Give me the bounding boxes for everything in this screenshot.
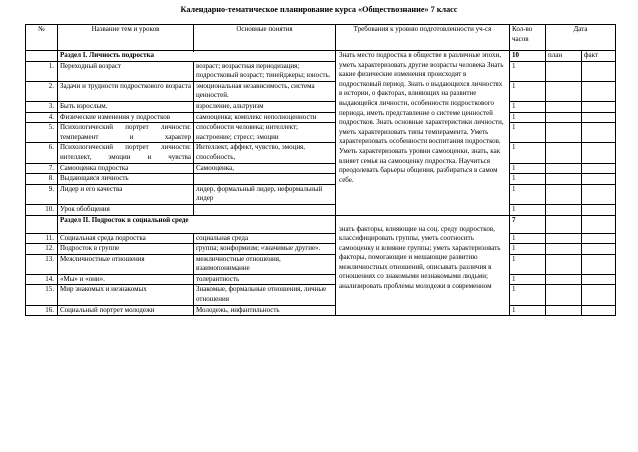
row-hours: 1 xyxy=(510,285,546,305)
table-row xyxy=(26,81,616,101)
table-row xyxy=(26,244,616,255)
table-row xyxy=(26,123,616,143)
row-num: 5. xyxy=(26,123,58,143)
row-concepts: группа; конформизм; «значимые другие». xyxy=(194,244,336,255)
table-row xyxy=(26,184,616,204)
section-title: Раздел I. Личность подростка xyxy=(58,51,336,62)
row-topic: Лидер и его качества xyxy=(58,184,194,204)
row-num: 12. xyxy=(26,244,58,255)
row-num: 7. xyxy=(26,163,58,174)
fact-label: факт xyxy=(582,51,616,62)
table-row xyxy=(26,274,616,285)
row-concepts: самооценка; комплекс неполноценности xyxy=(194,112,336,123)
row-num: 9. xyxy=(26,184,58,204)
row-num: 10. xyxy=(26,204,58,215)
row-num: 15. xyxy=(26,285,58,305)
row-concepts: Самооценка, xyxy=(194,163,336,174)
row-topic: Психологический портрет личности: темперамент и характер xyxy=(58,123,194,143)
row-topic: Урок обобщения xyxy=(58,204,194,215)
row-concepts: Интеллект, аффект, чувство, эмоция, способность, xyxy=(194,143,336,163)
row-topic: Выдающаяся личность xyxy=(58,174,194,185)
requirements-cell: знать факторы, влияющие на соц. среду подростков, классифицировать группы, уметь соотносить самооценку и влияние группы; уметь характеризовать факторы, помогающие и мешающие развитию межличностных отношений, описывать различия в отношениях со знакомыми незнакомыми людьми; анализировать проблемы молодежи в современном xyxy=(336,215,510,316)
row-hours: 1 xyxy=(510,184,546,204)
row-hours: 1 xyxy=(510,204,546,215)
row-hours: 1 xyxy=(510,274,546,285)
section-hours: 10 xyxy=(510,51,546,62)
header-requirements: Требования к уровню подготовленности уч-ся xyxy=(336,25,510,51)
row-num: 6. xyxy=(26,143,58,163)
table-row xyxy=(26,285,616,305)
row-hours: 1 xyxy=(510,101,546,112)
row-concepts: Знакомые, формальные отношения, личные отношения xyxy=(194,285,336,305)
row-hours: 1 xyxy=(510,112,546,123)
row-topic: Быть взрослым. xyxy=(58,101,194,112)
table-row xyxy=(26,61,616,81)
header-topic: Название тем и уроков xyxy=(58,25,194,51)
section-row xyxy=(26,215,616,233)
table-row xyxy=(26,305,616,316)
row-num: 8. xyxy=(26,174,58,185)
header-date: Дата xyxy=(546,25,616,51)
row-hours: 1 xyxy=(510,143,546,163)
row-concepts: эмоциональная независимость, система ценностей. xyxy=(194,81,336,101)
table-row xyxy=(26,233,616,244)
row-hours: 1 xyxy=(510,305,546,316)
table-row xyxy=(26,174,616,185)
requirements-cell: Знать место подростка в обществе в различные эпохи, уметь характеризовать другие возрасты человека Знать какие физические изменения происходят в подростковый период. Знать о выдающихся личностях в истории, о факторах, влияющих на развитие выдающейся личности, особенности подросткового периода, иметь представление о системе ценностей подростков. Знать основные характеристики личности, уметь характеризовать типы темперамента. Уметь характеризовать особенности воспитания подростков. Уметь характеризовать уровни самооценки, знать, как влияет семья на самооценку подростка. Научиться преодолевать барьеры общения, разбираться в самом себе. xyxy=(336,51,510,216)
section-title: Раздел II. Подросток в социальной среде xyxy=(58,215,336,233)
row-concepts: межличностные отношения, взаимопонимание xyxy=(194,254,336,274)
row-topic: Социальный портрет молодежи xyxy=(58,305,194,316)
row-num: 11. xyxy=(26,233,58,244)
row-concepts: социальная среда xyxy=(194,233,336,244)
row-num: 1. xyxy=(26,61,58,81)
row-hours: 1 xyxy=(510,61,546,81)
row-topic: Психологический портрет личности: интеллект, эмоции и чувства xyxy=(58,143,194,163)
row-concepts: толерантность xyxy=(194,274,336,285)
row-topic: Социальная среда подростка xyxy=(58,233,194,244)
row-hours: 1 xyxy=(510,123,546,143)
section-hours: 7 xyxy=(510,215,546,233)
row-hours: 1 xyxy=(510,233,546,244)
row-num: 3. xyxy=(26,101,58,112)
header-hours: Кол-во часов xyxy=(510,25,546,51)
row-concepts: взросление, альтруизм xyxy=(194,101,336,112)
row-topic: Самооценка подростка xyxy=(58,163,194,174)
header-num: № xyxy=(26,25,58,51)
row-num: 2. xyxy=(26,81,58,101)
row-topic: Переходный возраст xyxy=(58,61,194,81)
table-row xyxy=(26,101,616,112)
plan-label: план xyxy=(546,51,582,62)
row-hours: 1 xyxy=(510,81,546,101)
table-row xyxy=(26,112,616,123)
row-topic: «Мы» и «они». xyxy=(58,274,194,285)
table-row xyxy=(26,254,616,274)
row-concepts: Молодежь, инфантильность xyxy=(194,305,336,316)
row-concepts xyxy=(194,204,336,215)
row-num: 16. xyxy=(26,305,58,316)
row-concepts: способности человека; интеллект; настроение; стресс; эмоции xyxy=(194,123,336,143)
row-topic: Задачи и трудности подросткового возраста xyxy=(58,81,194,101)
row-topic: Межличностные отношения xyxy=(58,254,194,274)
table-row xyxy=(26,204,616,215)
row-topic: Физические изменения у подростков xyxy=(58,112,194,123)
row-hours: 1 xyxy=(510,174,546,185)
row-hours: 1 xyxy=(510,163,546,174)
row-num: 14. xyxy=(26,274,58,285)
page-title: Календарно-тематическое планирование курса «Обществознание» 7 класс xyxy=(180,5,458,14)
row-num: 13. xyxy=(26,254,58,274)
table-row xyxy=(26,143,616,163)
planning-table xyxy=(25,24,616,316)
row-concepts xyxy=(194,174,336,185)
row-hours: 1 xyxy=(510,244,546,255)
section-row xyxy=(26,51,616,62)
table-row xyxy=(26,163,616,174)
row-concepts: лидер, формальный лидер, неформальный лидер xyxy=(194,184,336,204)
row-topic: Подросток в группе xyxy=(58,244,194,255)
header-concepts: Основные понятия xyxy=(194,25,336,51)
header-row xyxy=(26,25,616,51)
row-num: 4. xyxy=(26,112,58,123)
row-topic: Мир знакомых и незнакомых xyxy=(58,285,194,305)
row-concepts: возраст; возрастная периодизация; подростковый возраст; тинейджеры; юность. xyxy=(194,61,336,81)
row-hours: 1 xyxy=(510,254,546,274)
